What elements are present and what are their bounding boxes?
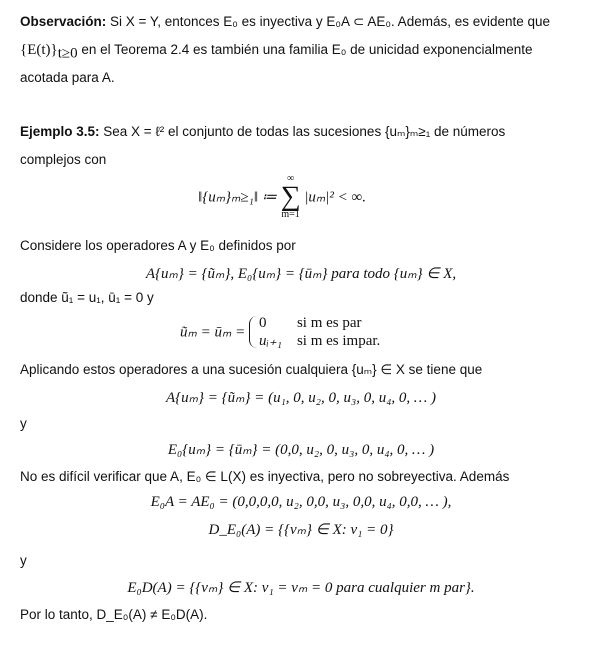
- ej-text-2: complejos con: [20, 152, 107, 167]
- A-result: A{uₘ} = {ũₘ} = (u₁, 0, u₂, 0, u₃, 0, u₄, 0, … ): [165, 390, 437, 406]
- aplicando-line: [20, 362, 482, 378]
- obs-label: Observación:: [20, 14, 107, 29]
- conclusion-text: Por lo tanto, D_E₀(A) ≠ E₀D(A).: [20, 607, 208, 622]
- ej-line-1: [20, 124, 505, 140]
- case1-value: 0: [258, 315, 267, 331]
- E0A-formula: E₀A = AE₀ = (0,0,0,0, u₂, 0,0, u₃, 0,0, u₄, 0,0, … ),: [150, 494, 452, 510]
- norm-rhs: |uₘ|² < ∞.: [304, 189, 366, 206]
- E0D-formula: E₀D(A) = {{vₘ} ∈ X: v₁ = vₘ = 0 para cualquier m par}.: [127, 580, 475, 596]
- no-dificil-line: [20, 469, 509, 485]
- case2-condition: si m es impar.: [296, 333, 381, 349]
- domain-def: D_E₀(A) = {{vₘ} ∈ X: v₁ = 0}: [208, 522, 394, 538]
- case1-condition: si m es par: [296, 315, 362, 331]
- y2-text: y: [20, 553, 27, 568]
- sum-lower: m=1: [281, 209, 300, 220]
- obs-text-1: Si X = Y, entonces E₀ es inyectiva y E₀A ⊂ AE₀. Además, es evidente que: [106, 14, 551, 29]
- ej-line-2: [20, 152, 106, 167]
- aplicando-text: Aplicando estos operadores a una sucesión cualquiera {uₘ} ∈ X se tiene que: [20, 362, 483, 377]
- piecewise-def: [180, 314, 380, 350]
- no-dificil-text: No es difícil verificar que A, E₀ ∈ L(X) es inyectiva, pero no sobreyectiva. Además: [20, 469, 510, 484]
- case-lhs: ũₘ = ūₘ =: [180, 324, 246, 341]
- sum-symbol: ∑: [280, 181, 301, 212]
- sum-operator: [281, 174, 301, 220]
- E0D-line: [0, 578, 602, 597]
- y2-line: [20, 553, 27, 568]
- obs-line-2: [20, 42, 533, 63]
- cases-brace: [249, 314, 380, 350]
- consider-text: Considere los operadores A y E₀ definidos por: [20, 238, 296, 253]
- y1-line: [20, 416, 27, 431]
- obs-text-3: acotada para A.: [20, 70, 115, 85]
- ops-def: A{uₘ} = {ũₘ}, E₀{uₘ} = {ūₘ} para todo {uₘ} ∈ X,: [145, 266, 457, 282]
- y1-text: y: [20, 416, 27, 431]
- case2-value: uᵢ₊₁: [258, 333, 282, 349]
- conclusion-line: [20, 607, 207, 622]
- ej-text-1: Sea X = ℓ² el conjunto de todas las sucesiones {uₘ}ₘ≥₁ de números: [99, 124, 506, 139]
- obs-text-2: en el Teorema 2.4 es también una familia E₀ de unicidad exponencialmente: [77, 42, 533, 57]
- norm-formula: [198, 174, 366, 220]
- consider-line: [20, 238, 296, 253]
- obs-family-sub: t≥0: [57, 45, 78, 62]
- obs-family-math: {E(t)}: [20, 42, 58, 58]
- A-result-line: [0, 388, 602, 407]
- E0A-line: [0, 494, 602, 511]
- donde-text: donde ũ₁ = u₁, ū₁ = 0 y: [20, 290, 154, 305]
- donde-line: [20, 290, 154, 305]
- domain-def-line: [0, 520, 602, 539]
- E0-result: E₀{uₘ} = {ūₘ} = (0,0, u₂, 0, u₃, 0, u₄, 0, … ): [167, 442, 435, 458]
- norm-lhs: ‖{uₘ}ₘ≥₁‖ ≔: [198, 189, 277, 206]
- E0-result-line: [0, 440, 602, 459]
- obs-line-3: [20, 70, 115, 85]
- obs-line-1: [20, 14, 550, 30]
- sum-upper: ∞: [286, 173, 295, 184]
- ops-def-line: [0, 264, 602, 283]
- ej-label: Ejemplo 3.5:: [20, 124, 100, 139]
